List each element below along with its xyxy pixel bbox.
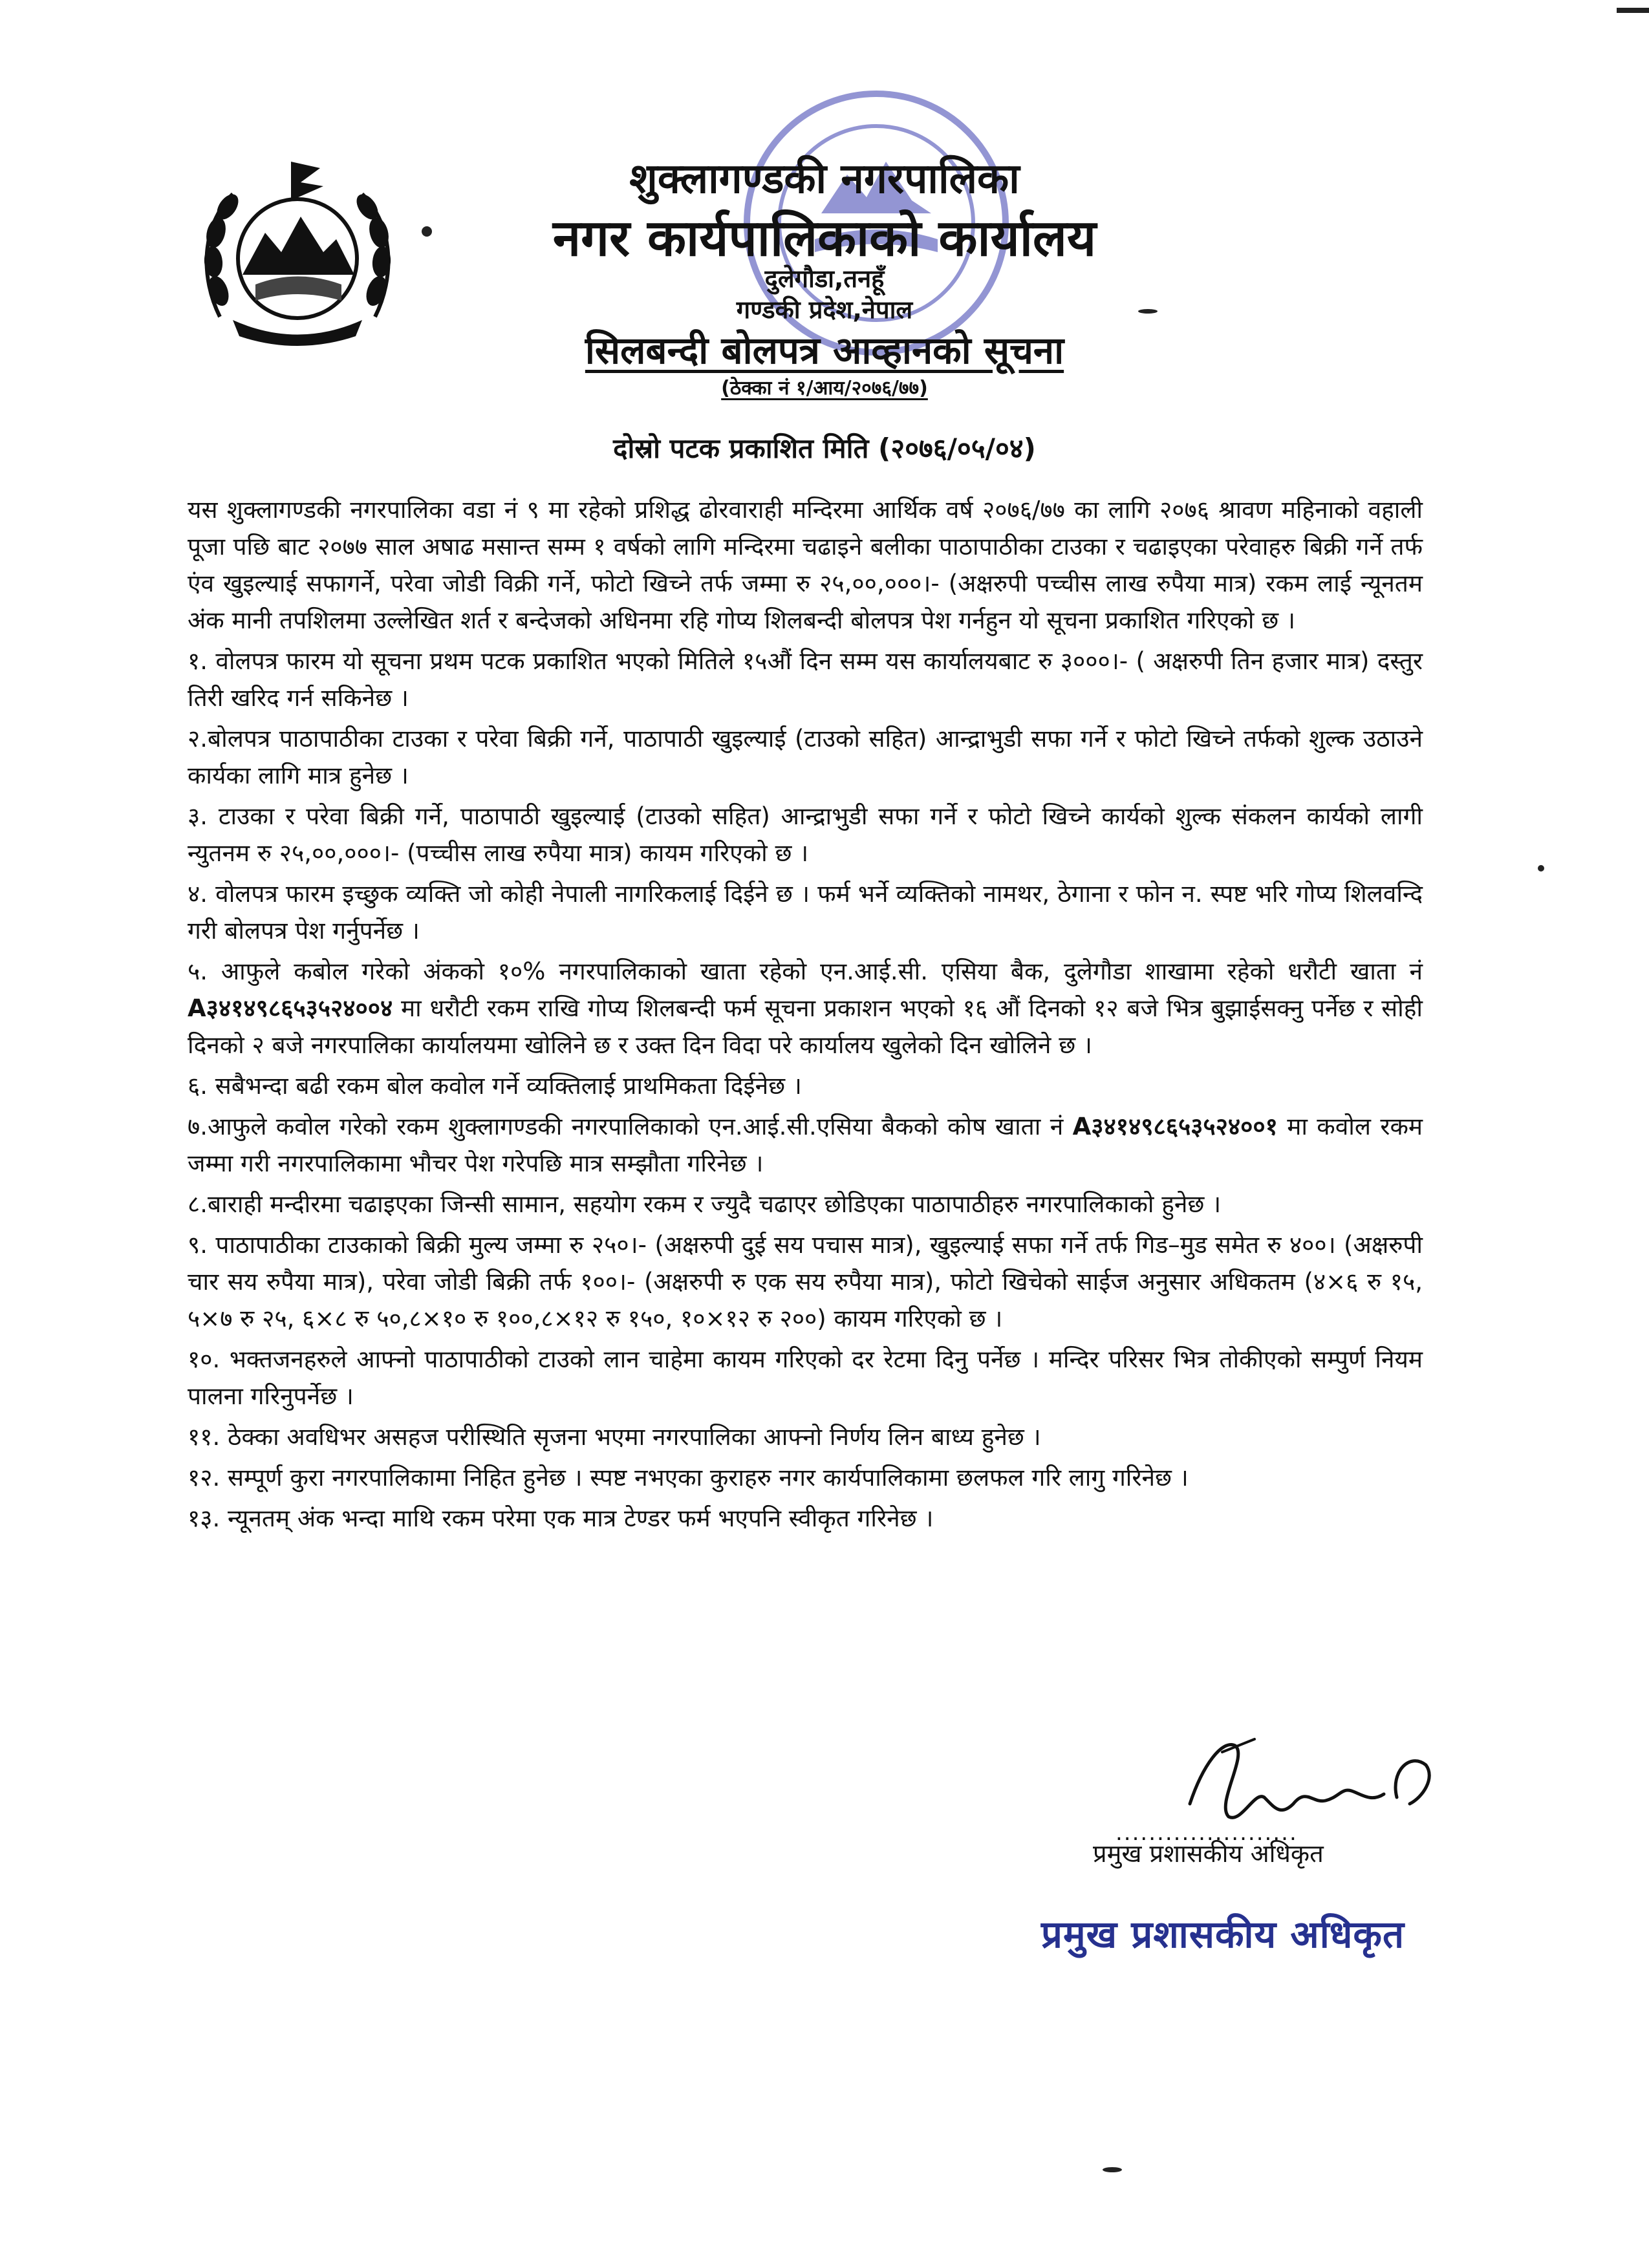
clause-2: २.बोलपत्र पाठापाठीका टाउका र परेवा बिक्री गर्ने, पाठापाठी खुइल्याई (टाउको सहित) आन्द्राभुडी सफा गर्ने र फोटो खिच्ने तर्फको शुल्क उठाउने कार्यका लागि मात्र हुनेछ । [188, 725, 1423, 789]
clause-7-text-a: ७.आफुले कवोल गरेको रकम शुक्लागण्डकी नगरपालिकाको एन.आई.सी.एसिया बैकको कोष खाता नं [188, 1113, 1073, 1140]
signatory-stamp: प्रमुख प्रशासकीय अधिकृत [1041, 1912, 1405, 1956]
signatory-title: प्रमुख प्रशासकीय अधिकृत [1093, 1839, 1324, 1868]
clause-7 [188, 1108, 1423, 1182]
signature-dots: ...................... [1116, 1820, 1298, 1846]
clause-4: ४. वोलपत्र फारम इच्छुक व्यक्ति जो कोही नेपाली नागरिकलाई दिईने छ । फर्म भर्ने व्यक्तिको नामथर, ठेगाना र फोन न. स्पष्ट भरि गोप्य शिलवन्दि गरी बोलपत्र पेश गर्नुपर्नेछ । [188, 880, 1423, 945]
fund-account-number: A३४१४९८६५३५२४००१ [1072, 1113, 1278, 1140]
org-name: शुक्लागण्डकी नगरपालिका [629, 155, 1020, 203]
address-line-1: दुलेगौडा,तनहूँ [764, 264, 885, 293]
clause-3: ३. टाउका र परेवा बिक्री गर्ने, पाठापाठी खुइल्याई (टाउको सहित) आन्द्राभुडी सफा गर्ने र फोटो खिच्ने कार्यको शुल्क संकलन कार्यको लागी न्युतनम रु २५,००,०००।- (पच्चीस लाख रुपैया मात्र) कायम गरिएको छ । [188, 802, 1423, 867]
address-line-2: गण्डकी प्रदेश,नेपाल [736, 295, 913, 324]
scan-speck [1617, 8, 1649, 13]
publication-date: दोस्रो पटक प्रकाशित मिति (२०७६/०५/०४) [613, 433, 1036, 464]
clause-5 [188, 953, 1423, 1064]
deposit-account-number: A३४१४९८६५३५२४००४ [188, 994, 393, 1022]
clause-10: १०. भक्तजनहरुले आफ्नो पाठापाठीको टाउको लान चाहेमा कायम गरिएको दर रेटमा दिनु पर्नेछ । मन्दिर परिसर भित्र तोकीएको सम्पुर्ण नियम पालना गरिनुपर्नेछ । [188, 1345, 1423, 1410]
scan-speck [422, 226, 432, 237]
contract-number: (ठेक्का नं १/आय/२०७६/७७) [721, 377, 928, 400]
clause-5-text-b: मा धरौटी रकम राखि गोप्य शिलबन्दी फर्म सूचना प्रकाशन भएको १६ औं दिनको १२ बजे भित्र बुझाईसक्नु पर्नेछ र सोही दिनको २ बजे नगरपालिका कार्यालयमा खोलिने छ र उक्त दिन विदा परे कार्यालय खुलेको दिन खोलिने छ । [188, 994, 1423, 1059]
scan-speck [1538, 865, 1544, 872]
clause-13: १३. न्यूनतम् अंक भन्दा माथि रकम परेमा एक मात्र टेण्डर फर्म भएपनि स्वीकृत गरिनेछ । [188, 1504, 934, 1532]
clause-6: ६. सबैभन्दा बढी रकम बोल कवोल गर्ने व्यक्तिलाई प्राथमिकता दिईनेछ । [188, 1072, 802, 1100]
clause-8: ८.बाराही मन्दीरमा चढाइएका जिन्सी सामान, सहयोग रकम र ज्युदै चढाएर छोडिएका पाठापाठीहरु नगरपालिकाको हुनेछ । [188, 1190, 1222, 1218]
notice-title: सिलबन्दी बोलपत्र आव्हानको सूचना [585, 328, 1064, 372]
scan-speck [1138, 309, 1158, 314]
clause-11: ११. ठेक्का अवधिभर असहज परीस्थिति सृजना भएमा नगरपालिका आफ्नो निर्णय लिन बाध्य हुनेछ । [188, 1423, 1041, 1451]
clause-12: १२. सम्पूर्ण कुरा नगरपालिकामा निहित हुनेछ । स्पष्ट नभएका कुराहरु नगर कार्यपालिकामा छलफल गरि लागु गरिनेछ । [188, 1464, 1189, 1492]
notice-body [188, 491, 1423, 1541]
office-name: नगर कार्यपालिकाको कार्यालय [552, 209, 1097, 268]
clause-9: ९. पाठापाठीका टाउकाको बिक्री मुल्य जम्मा रु २५०।- (अक्षरुपी दुई सय पचास मात्र), खुइल्याई सफा गर्ने तर्फ गिड–मुड समेत रु ४००। (अक्षरुपी चार सय रुपैया मात्र), परेवा जोडी बिक्री तर्फ १००।- (अक्षरुपी रु एक सय रुपैया मात्र), फोटो खिचेको साईज अनुसार अधिकतम (४×६ रु १५, ५×७ रु २५, ६×८ रु ५०,८×१० रु १००,८×१२ रु १५०, १०×१२ रु २००) कायम गरिएको छ । [188, 1231, 1423, 1332]
scan-speck [1103, 2167, 1122, 2172]
clause-7-text-b: मा कवोल रकम जम्मा गरी नगरपालिकामा भौचर पेश गरेपछि मात्र सम्झौता गरिनेछ । [188, 1113, 1423, 1177]
clause-1: १. वोलपत्र फारम यो सूचना प्रथम पटक प्रकाशित भएको मितिले १५औं दिन सम्म यस कार्यालयबाट रु ३०००।- ( अक्षरुपी तिन हजार मात्र) दस्तुर तिरी खरिद गर्न सकिनेछ । [188, 647, 1423, 712]
clause-5-text-a: ५. आफुले कबोल गरेको अंकको १०% नगरपालिकाको खाता रहेको एन.आई.सी. एसिया बैक, दुलेगौडा शाखामा रहेको धरौटी खाता नं [188, 957, 1423, 985]
intro-paragraph: यस शुक्लागण्डकी नगरपालिका वडा नं ९ मा रहेको प्रशिद्ध ढोरवाराही मन्दिरमा आर्थिक वर्ष २०७६/७७ का लागि २०७६ श्रावण महिनाको वहाली पूजा पछि बाट २०७७ साल अषाढ मसान्त सम्म १ वर्षको लागि मन्दिरमा चढाइने बलीका पाठापाठीका टाउका र चढाइएका परेवाहरु बिक्री गर्ने तर्फ एंव खुइल्याई सफागर्ने, परेवा जोडी विक्री गर्ने, फोटो खिच्ने तर्फ जम्मा रु २५,००,०००।- (अक्षरुपी पच्चीस लाख रुपैया मात्र) रकम लाई न्यूनतम अंक मानी तपशिलमा उल्लेखित शर्त र बन्देजको अधिनमा रहि गोप्य शिलबन्दी बोलपत्र पेश गर्नहुन यो सूचना प्रकाशित गरिएको छ । [188, 496, 1423, 634]
